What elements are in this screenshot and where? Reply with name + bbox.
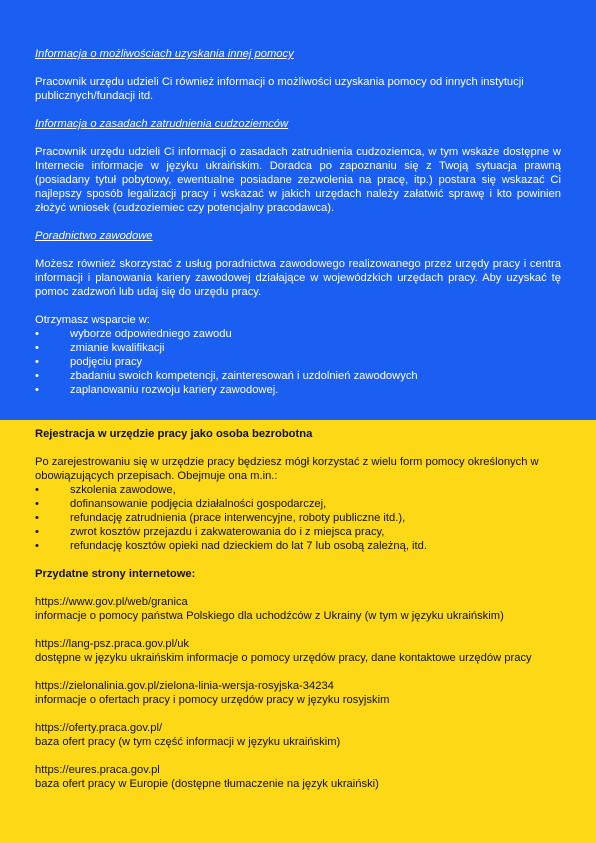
blue-section	[0, 0, 596, 420]
paragraph-other-help: Pracownik urzędu udzieli Ci również informacji o możliwości uzyskania pomocy od innych instytucji publicznych/fundacji itd.	[35, 76, 524, 102]
registration-list	[35, 483, 561, 553]
paragraph-registration: Po zarejestrowaniu się w urzędzie pracy będziesz mógł korzystać z wielu form pomocy określonych w obowiązujących przepisach. Obejmuje ona m.in.:	[35, 456, 539, 482]
list-item: • zwrot kosztów przejazdu i zakwaterowania do i z miejsca pracy,	[35, 525, 561, 539]
list-item: • refundację zatrudnienia (prace interwencyjne, roboty publiczne itd.),	[35, 511, 561, 525]
list-item: • szkolenia zawodowe,	[35, 483, 561, 497]
yellow-section	[0, 420, 596, 843]
link-description: informacje o pomocy państwa Polskiego dla uchodźców z Ukrainy (w tym w języku ukraińskim)	[35, 610, 504, 622]
heading-useful-links: Przydatne strony internetowe:	[35, 568, 196, 580]
paragraph-foreigners: Pracownik urzędu udzieli Ci informacji o zasadach zatrudnienia cudzoziemca, w tym wskaże dostępne w Internecie informacje w języku ukraińskim. Doradca po zapoznaniu się z Twoją sytuacja prawną (posiadany tytuł pobytowy, ewentualne posiadane zezwolenia na pracę, itp.) postara się wskazać Ci najlepszy sposób legalizacji pracy i wskazać w jakich urzędach należy załatwić sprawę i kto powinien złożyć wniosek (cudzoziemiec czy potencjalny pracodawca).	[35, 146, 561, 214]
list-item: • refundację kosztów opieki nad dzieckiem do lat 7 lub osobą zależną, itd.	[35, 539, 561, 553]
list-item: • wyborze odpowiedniego zawodu	[35, 327, 561, 341]
paragraph-career-counseling: Możesz również skorzystać z usług poradnictwa zawodowego realizowanego przez urzędy pracy i centra informacji i planowania kariery zawodowej działające w wojewódzkich urzędach pracy. Aby uzyskać tę pomoc zadzwoń lub udaj się do urzędu pracy.	[35, 258, 561, 298]
link-url[interactable]: https://oferty.praca.gov.pl/	[35, 722, 163, 734]
heading-foreigners: Informacja o zasadach zatrudnienia cudzoziemców	[35, 118, 289, 130]
link-description: informacje o ofertach pracy i pomocy urzędów pracy w języku rosyjskim	[35, 694, 390, 706]
support-list	[35, 327, 561, 397]
link-description: baza ofert pracy (w tym część informacji w języku ukraińskim)	[35, 736, 341, 748]
link-url[interactable]: https://eures.praca.gov.pl	[35, 764, 160, 776]
heading-other-help: Informacja o możliwościach uzyskania innej pomocy	[35, 48, 294, 60]
heading-registration: Rejestracja w urzędzie pracy jako osoba bezrobotna	[35, 428, 313, 440]
link-url[interactable]: https://www.gov.pl/web/granica	[35, 596, 188, 608]
list-item: • zbadaniu swoich kompetencji, zainteresowań i uzdolnień zawodowych	[35, 369, 561, 383]
list-item: • zaplanowaniu rozwoju kariery zawodowej.	[35, 383, 561, 397]
link-url[interactable]: https://lang-psz.praca.gov.pl/uk	[35, 638, 190, 650]
support-intro: Otrzymasz wsparcie w:	[35, 314, 150, 326]
list-item: • dofinansowanie podjęcia działalności gospodarczej,	[35, 497, 561, 511]
link-description: baza ofert pracy w Europie (dostępne tłumaczenie na język ukraiński)	[35, 778, 379, 790]
link-url[interactable]: https://zielonalinia.gov.pl/zielona-linia-wersja-rosyjska-34234	[35, 680, 334, 692]
link-description: dostępne w języku ukraińskim informacje o pomocy urzędów pracy, dane kontaktowe urzędów pracy	[35, 652, 532, 664]
list-item: • zmianie kwalifikacji	[35, 341, 561, 355]
list-item: • podjęciu pracy	[35, 355, 561, 369]
heading-career-counseling: Poradnictwo zawodowe	[35, 230, 153, 242]
